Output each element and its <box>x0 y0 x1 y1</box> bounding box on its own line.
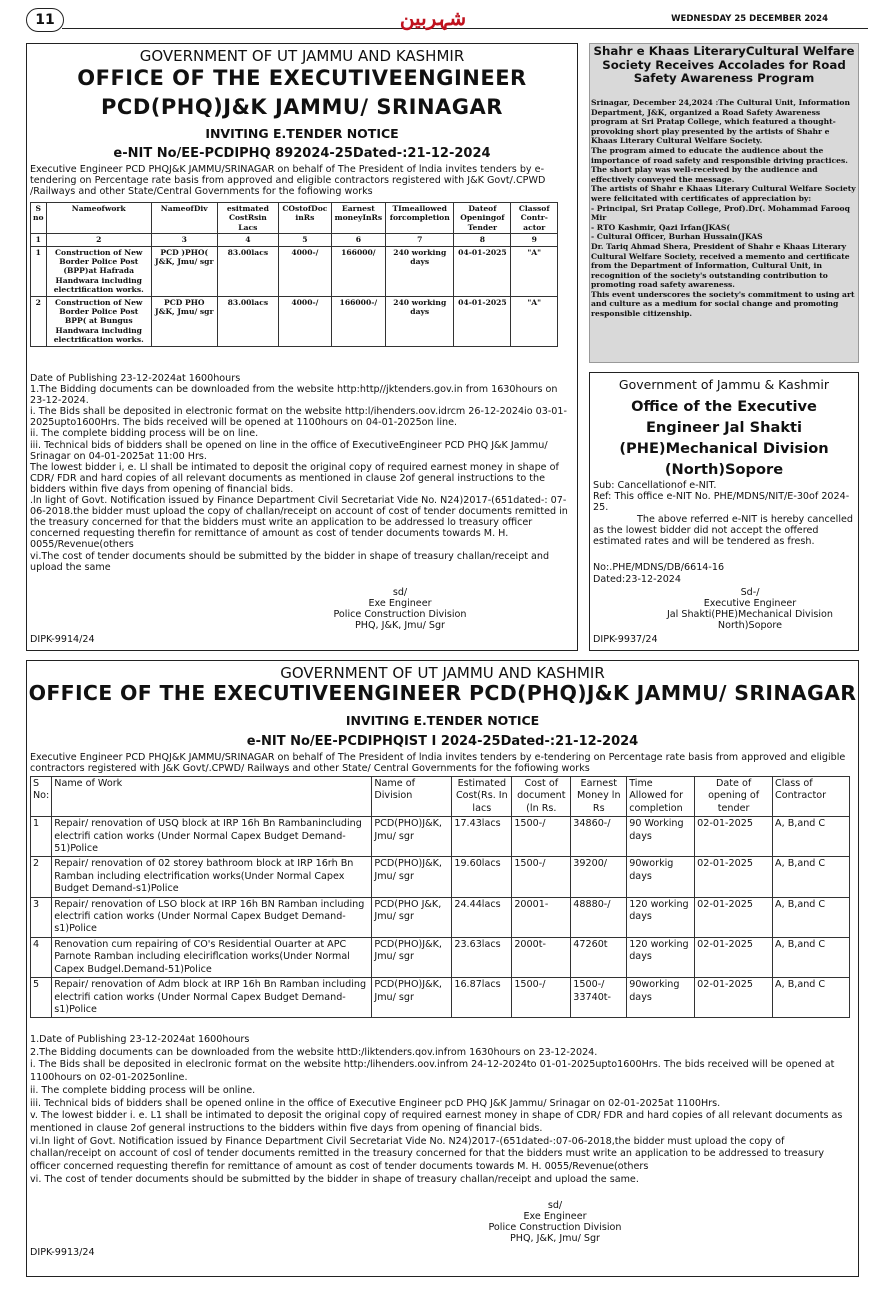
news-paragraph: The artists of Shahr e Khaas Literary Cultural Welfare Society were felicitated with certificates of appreciation by: <box>591 184 856 203</box>
table-cell: 23.63lacs <box>452 937 512 977</box>
tender2-header-row <box>31 777 850 817</box>
table-cell: PCD PHO J&K, Jmu/ sgr <box>151 296 217 346</box>
table-cell: 04-01-2025 <box>454 296 511 346</box>
tender1-col-header: TImeallowed forcompletion <box>386 203 454 234</box>
table-cell: Repair/ renovation of 02 storey bathroom block at IRP 16rh Bn Ramban including electrification works(Under Normal Capex Budget Demand-s1)Police <box>52 857 372 897</box>
table-cell: 1500-/ <box>512 857 571 897</box>
table-cell: 90workig days <box>627 857 695 897</box>
table-cell: 47260t <box>571 937 627 977</box>
signature-line: Police Construction Division <box>333 609 467 620</box>
tender1-signature <box>300 587 500 631</box>
tender1-col-number: 9 <box>511 234 558 246</box>
tender1-office-line1: OFFICE OF THE EXECUTIVEENGINEER <box>77 66 527 90</box>
table-cell: 17.43lacs <box>452 817 512 857</box>
table-cell: 02-01-2025 <box>695 817 773 857</box>
tender2-intro: Executive Engineer PCD PHQJ&K JAMMU/SRINAGAR on behalf of The President of lndia invites tenders by e-tendering on Percentage rate basis from approved and eligible contractors registered with J&K Govt/.CPWD/ Railways and other State/ Central Governments for the fofiowing works <box>30 752 846 774</box>
tender1-header-row <box>31 203 558 234</box>
tender1-note: .ln light of Govt. Notification issued by Finance Department Civil Secretariat Vide No. N24)2017-(651dated-: 07-06-2018.the bidder must upload the copy of challan/receipt on account of cost of tender documents remitted in the treasury concerned for that the bidders must write an application to be addressed lo treasury officer concerned requesting therefin for remittance of amount as cost of tender documents towards M. H. 0055/Revenue(others <box>30 495 568 551</box>
table-cell: 34860-/ <box>571 817 627 857</box>
tender1-intro: Executive Engineer PCD PHQJ&K JAMMU/SRINAGAR on behalf of The President of lndia invites tenders by e-tendering on Percentage rate basis from approved and eligible contractors registered with J&K Govt/.CPWD /Railways and other State/Central Governments for the fofiowing works <box>30 164 546 197</box>
tender1-col-header: S no <box>31 203 47 234</box>
table-cell: A, B,and C <box>773 897 850 937</box>
tender1-enit-number: e-NIT No/EE-PCDIPHQ 892024-25Dated-:21-12-2024 <box>113 146 491 161</box>
table-cell: 240 working days <box>386 246 454 296</box>
table-cell: A, B,and C <box>773 857 850 897</box>
phe-subject: Sub: Cancellationof e-NIT. <box>593 480 717 491</box>
tender1-office-line2: PCD(PHQ)J&K JAMMU/ SRINAGAR <box>101 95 503 119</box>
table-cell: 19.60lacs <box>452 857 512 897</box>
tender2-note: vi. The cost of tender documents should be submitted by the bidder in shape of treasury challan/receipt and upload the same. <box>30 1173 639 1185</box>
table-cell: 02-01-2025 <box>695 857 773 897</box>
phe-body: The above referred e-NIT is hereby cancelled as the lowest bidder did not accept the offered estimated rates and will be tendered as fresh. <box>593 514 853 547</box>
tender2-col-header: Estimated Cost(Rs. In lacs <box>452 777 512 817</box>
table-cell: Construction of New Border Police Post BPP( at Bungus Handwara including electrification works. <box>46 296 151 346</box>
tender1-note: ii. The complete bidding process will be on line. <box>30 428 259 440</box>
table-cell: 90working days <box>627 978 695 1018</box>
table-cell: 24.44lacs <box>452 897 512 937</box>
tender2-office: OFFICE OF THE EXECUTIVEENGINEER PCD(PHQ)J&K JAMMU/ SRINAGAR <box>28 681 857 705</box>
table-row <box>31 817 850 857</box>
tender2-col-header: Name of Work <box>52 777 372 817</box>
tender1-col-number: 5 <box>279 234 331 246</box>
table-cell: 240 working days <box>386 296 454 346</box>
table-cell: 2 <box>31 857 52 897</box>
table-cell: Renovation cum repairing of CO's Residential Ouarter at APC Parnote Ramban including eleciriflcation works(Under Normal Capex Budgel.Demand-51)Police <box>52 937 372 977</box>
tender1-col-header: Earnest moneyInRs <box>331 203 386 234</box>
table-cell: PCD(PHO)J&K, Jmu/ sgr <box>372 857 452 897</box>
tender2-note: i. The Bids shall be deposited in eleclronic format on the website http:/lihenders.oov.infrom 24-12-2024to 01-01-2025upto1600Hrs. The bids received will be opened at 1100hours on 02-01-2025online. <box>30 1059 835 1084</box>
tender1-govt: GOVERNMENT OF UT JAMMU AND KASHMIR <box>139 47 465 65</box>
table-cell: 1 <box>31 246 47 296</box>
tender2-col-header: S No: <box>31 777 52 817</box>
tender2-notes <box>30 1034 856 1186</box>
news-headline: Shahr e Khaas LiteraryCultural Welfare Society Receives Accolades for Road Safety Awareness Program <box>593 44 855 86</box>
table-cell: 4 <box>31 937 52 977</box>
tender2-col-header: Earnest Money ln Rs <box>571 777 627 817</box>
table-cell: Repair/ renovation of USQ block at IRP 16h Bn Rambanincluding electrifi cation works (Under Normal Capex Budget Demand-51)Police <box>52 817 372 857</box>
page-number-badge: 11 <box>26 8 64 32</box>
tender2-note: v. The lowest bidder i. e. L1 shall be intimated to deposit the original copy of required earnest money in shape of CDR/ FDR and hard copies of all relevant documents as mentioned in clause 2of general instructions to the bidders within five days from opening of financial bids. <box>30 1110 843 1134</box>
tender2-note: ii. The complete bidding process will be online. <box>30 1084 256 1096</box>
news-paragraph: This event underscores the society's commitment to using art and culture as a medium for social change and promoting responsible citizenship. <box>591 289 855 319</box>
table-cell: Repair/ renovation of LSO block at IRP 16h BN Ramban including electrifi cation works (Under Normal Capex Budget Demand-s1)Police <box>52 897 372 937</box>
masthead-logo: شہربین <box>399 6 467 30</box>
table-cell: 4000-/ <box>279 246 331 296</box>
news-paragraph: The program aimed to educate the audience about the importance of road safety and responsible driving practices. The short play was well-received by the audience and effectively conveyed the message. <box>591 145 848 184</box>
signature-line: Jal Shakti(PHE)Mechanical Division <box>666 609 834 620</box>
table-cell: 20001- <box>512 897 571 937</box>
table-cell: 1500-/ <box>512 817 571 857</box>
table-cell: 3 <box>31 897 52 937</box>
tender2-note: 1.Date of Publishing 23-12-2024at 1600hours <box>30 1034 250 1045</box>
tender2-note: vi.ln light of Govt. Notification issued by Finance Department Civil Secretariat Vide No. N24)2017-(651dated-:07-06-2018,the bidder must upload the copy of challan/receipt on account of cosl of tender documents remitted in the treasury concerned for that the bidders must write an application to be addressed to treasury officer concerned requesting therefin for remittance of amount as cost of tender documents towards M. H. 0055/Revenue(others <box>30 1135 825 1173</box>
table-row <box>31 857 850 897</box>
tender1-table <box>30 202 558 347</box>
phe-ref-number: No:.PHE/MDNS/DB/6614-16 <box>593 562 725 573</box>
tender2-enit-number: e-NIT No/EE-PCDIPHQIST I 2024-25Dated-:21-12-2024 <box>246 734 639 749</box>
tender2-signature <box>440 1200 670 1244</box>
tender1-col-number: 4 <box>217 234 279 246</box>
tender1-col-number-row <box>31 234 558 246</box>
table-cell: 02-01-2025 <box>695 897 773 937</box>
table-cell: 1500-/ <box>512 978 571 1018</box>
news-paragraph: - Principal, Sri Pratap College, Prof).Dr(. Mohammad Farooq Mir <box>591 203 850 223</box>
table-cell: 83.00lacs <box>217 296 279 346</box>
signature-line: North)Sopore <box>717 620 783 631</box>
tender1-note: iii. Technical bids of bidders shall be opened on line in the office of ExecutiveEngineer PCD PHQ J&K Jammu/ Srinagar on 04-01-2025at 11:00 Hrs. <box>30 439 548 462</box>
table-cell: 48880-/ <box>571 897 627 937</box>
signature-line: PHQ, J&K, Jmu/ Sgr <box>354 620 445 631</box>
table-row <box>31 937 850 977</box>
table-cell: "A" <box>511 246 558 296</box>
tender2-col-header: Name of Division <box>372 777 452 817</box>
tender1-note: Date of Publishing 23-12-2024at 1600hours <box>30 373 241 384</box>
table-cell: 5 <box>31 978 52 1018</box>
table-cell: A, B,and C <box>773 817 850 857</box>
tender1-note: 1.The Bidding documents can be downloaded from the website http:http//jktenders.gov.in from 1630hours on 23-12-2024. <box>30 384 558 407</box>
tender1-col-header: Classof Contr-actor <box>511 203 558 234</box>
table-row <box>31 978 850 1018</box>
table-cell: 04-01-2025 <box>454 246 511 296</box>
issue-date: WEDNESDAY 25 DECEMBER 2024 <box>671 14 828 24</box>
signature-line: Police Construction Division <box>488 1222 622 1233</box>
phe-office-title: Office of the Executive Engineer Jal Shakti (PHE)Mechanical Division (North)Sopore <box>619 398 829 478</box>
tender2-col-header: Date of opening of tender <box>695 777 773 817</box>
table-cell: PCD(PHO J&K, Jmu/ sgr <box>372 897 452 937</box>
tender1-note: i. The Bids shall be deposited in electronic format on the website http:l/ihenders.oov.idrcm 26-12-2024io 03-01-2025upto1600Hrs. The bids received will be opened at 1100hours on 04-01-2025on line. <box>30 406 567 429</box>
table-cell: Construction of New Border Police Post (BPP)at Hafrada Handwara including electrification works. <box>46 246 151 296</box>
tender1-col-header: NameofDiv <box>151 203 217 234</box>
table-cell: A, B,and C <box>773 937 850 977</box>
tender1-dipk: DIPK-9914/24 <box>30 634 95 645</box>
table-cell: 16.87lacs <box>452 978 512 1018</box>
news-paragraph: - RTO Kashmir, Qazi Irfan(JKAS( <box>591 222 730 232</box>
signature-line: sd/ <box>547 1200 563 1211</box>
table-cell: 02-01-2025 <box>695 978 773 1018</box>
tender1-col-number: 1 <box>31 234 47 246</box>
tender1-col-number: 2 <box>46 234 151 246</box>
page-header <box>18 6 868 36</box>
table-cell: A, B,and C <box>773 978 850 1018</box>
signature-line: PHQ, J&K, Jmu/ Sgr <box>509 1233 600 1244</box>
table-row <box>31 246 558 296</box>
signature-line: Sd-/ <box>740 587 760 598</box>
tender2-dipk: DIPK-9913/24 <box>30 1247 95 1258</box>
tender1-col-number: 8 <box>454 234 511 246</box>
table-cell: PCD(PHO)J&K, Jmu/ sgr <box>372 817 452 857</box>
tender2-note: 2.The Bidding documents can be downloaded from the website httD:/liktenders.qov.infrom 1630hours on 23-12-2024. <box>30 1046 598 1058</box>
phe-reference: Ref: This office e-NIT No. PHE/MDNS/NIT/E-30of 2024-25. <box>593 491 850 513</box>
tender1-note: vi.The cost of tender documents should be submitted by the bidder in shape of treasury challan/receipt and upload the same <box>30 550 550 573</box>
phe-dated: Dated:23-12-2024 <box>593 574 682 585</box>
tender2-note: iii. Technical bids of bidders shall be opened online in the office of Executive Engineer pcD PHQ J&K Jammu/ Srinagar on 02-01-2025at 1100Hrs. <box>30 1097 721 1109</box>
tender2-col-header: Time Allowed for completion <box>627 777 695 817</box>
news-paragraph: Srinagar, December 24,2024 :The Cultural Unit, Information Department, J&K, organized a Road Safety Awareness program at Sri Pratap College, which featured a thought-provoking short play presented by the artists of Shahr e Khaas Literary Cultural Welfare Society. <box>591 98 850 146</box>
tender1-col-header: COstofDoc inRs <box>279 203 331 234</box>
tender2-col-header: Cost of document (ln Rs. <box>512 777 571 817</box>
table-cell: 166000/ <box>331 246 386 296</box>
table-cell: PCD(PHO)J&K, Jmu/ sgr <box>372 937 452 977</box>
table-row <box>31 296 558 346</box>
phe-dipk: DIPK-9937/24 <box>593 634 658 645</box>
tender1-note: The lowest bidder i, e. Ll shall be intimated to deposit the original copy of required earnest money in shape of CDR/ FDR and hard copies of all relevant documents as mentioned in clause 2of general instructions to the bidders within five days from opening of financial bids. <box>30 461 559 495</box>
signature-line: sd/ <box>392 587 408 598</box>
tender2-table <box>30 776 850 1018</box>
news-body <box>591 98 857 319</box>
tender2-inviting: INVITING E.TENDER NOTICE <box>345 713 540 728</box>
table-cell: 4000-/ <box>279 296 331 346</box>
table-cell: 1 <box>31 817 52 857</box>
signature-line: Exe Engineer <box>523 1211 587 1222</box>
signature-line: Exe Engineer <box>368 598 432 609</box>
tender1-col-number: 7 <box>386 234 454 246</box>
tender1-inviting: INVITING E.TENDER NOTICE <box>205 126 399 141</box>
table-cell: "A" <box>511 296 558 346</box>
table-cell: 2 <box>31 296 47 346</box>
table-cell: 02-01-2025 <box>695 937 773 977</box>
table-row <box>31 897 850 937</box>
tender1-notes <box>30 373 576 573</box>
signature-line: Executive Engineer <box>703 598 797 609</box>
table-cell: 166000-/ <box>331 296 386 346</box>
table-cell: 1500-/ 33740t- <box>571 978 627 1018</box>
table-cell: PCD(PHO)J&K, Jmu/ sgr <box>372 978 452 1018</box>
table-cell: 39200/ <box>571 857 627 897</box>
tender1-col-header: Dateof Openingof Tender <box>454 203 511 234</box>
phe-signature <box>655 587 845 631</box>
table-cell: Repair/ renovation of Adm block at IRP 16h Bn Ramban including electrifi cation works (Under Normal Capex Budget Demand-s1)Police <box>52 978 372 1018</box>
tender2-govt: GOVERNMENT OF UT JAMMU AND KASHMIR <box>280 664 605 682</box>
tender1-col-header: esitmated CostRsin Lacs <box>217 203 279 234</box>
table-cell: 90 Working days <box>627 817 695 857</box>
phe-govt: Government of Jammu & Kashmir <box>618 377 830 392</box>
table-cell: 120 working days <box>627 897 695 937</box>
tender1-col-number: 6 <box>331 234 386 246</box>
tender1-col-header: Nameofwork <box>46 203 151 234</box>
news-paragraph: Dr. Tariq Ahmad Shera, President of Shahr e Khaas Literary Cultural Welfare Society, received a memento and certificate from the Department of Information, Cultural Unit, in recognition of the society's outstanding contribution to promoting road safety awareness. <box>591 241 850 290</box>
tender2-col-header: Class of Contractor <box>773 777 850 817</box>
table-cell: 120 working days <box>627 937 695 977</box>
tender1-col-number: 3 <box>151 234 217 246</box>
table-cell: PCD )PHO( J&K, Jmu/ sgr <box>151 246 217 296</box>
table-cell: 2000t- <box>512 937 571 977</box>
news-paragraph: - Cultural Officer, Burhan Hussain(JKAS <box>591 232 763 242</box>
table-cell: 83.00lacs <box>217 246 279 296</box>
